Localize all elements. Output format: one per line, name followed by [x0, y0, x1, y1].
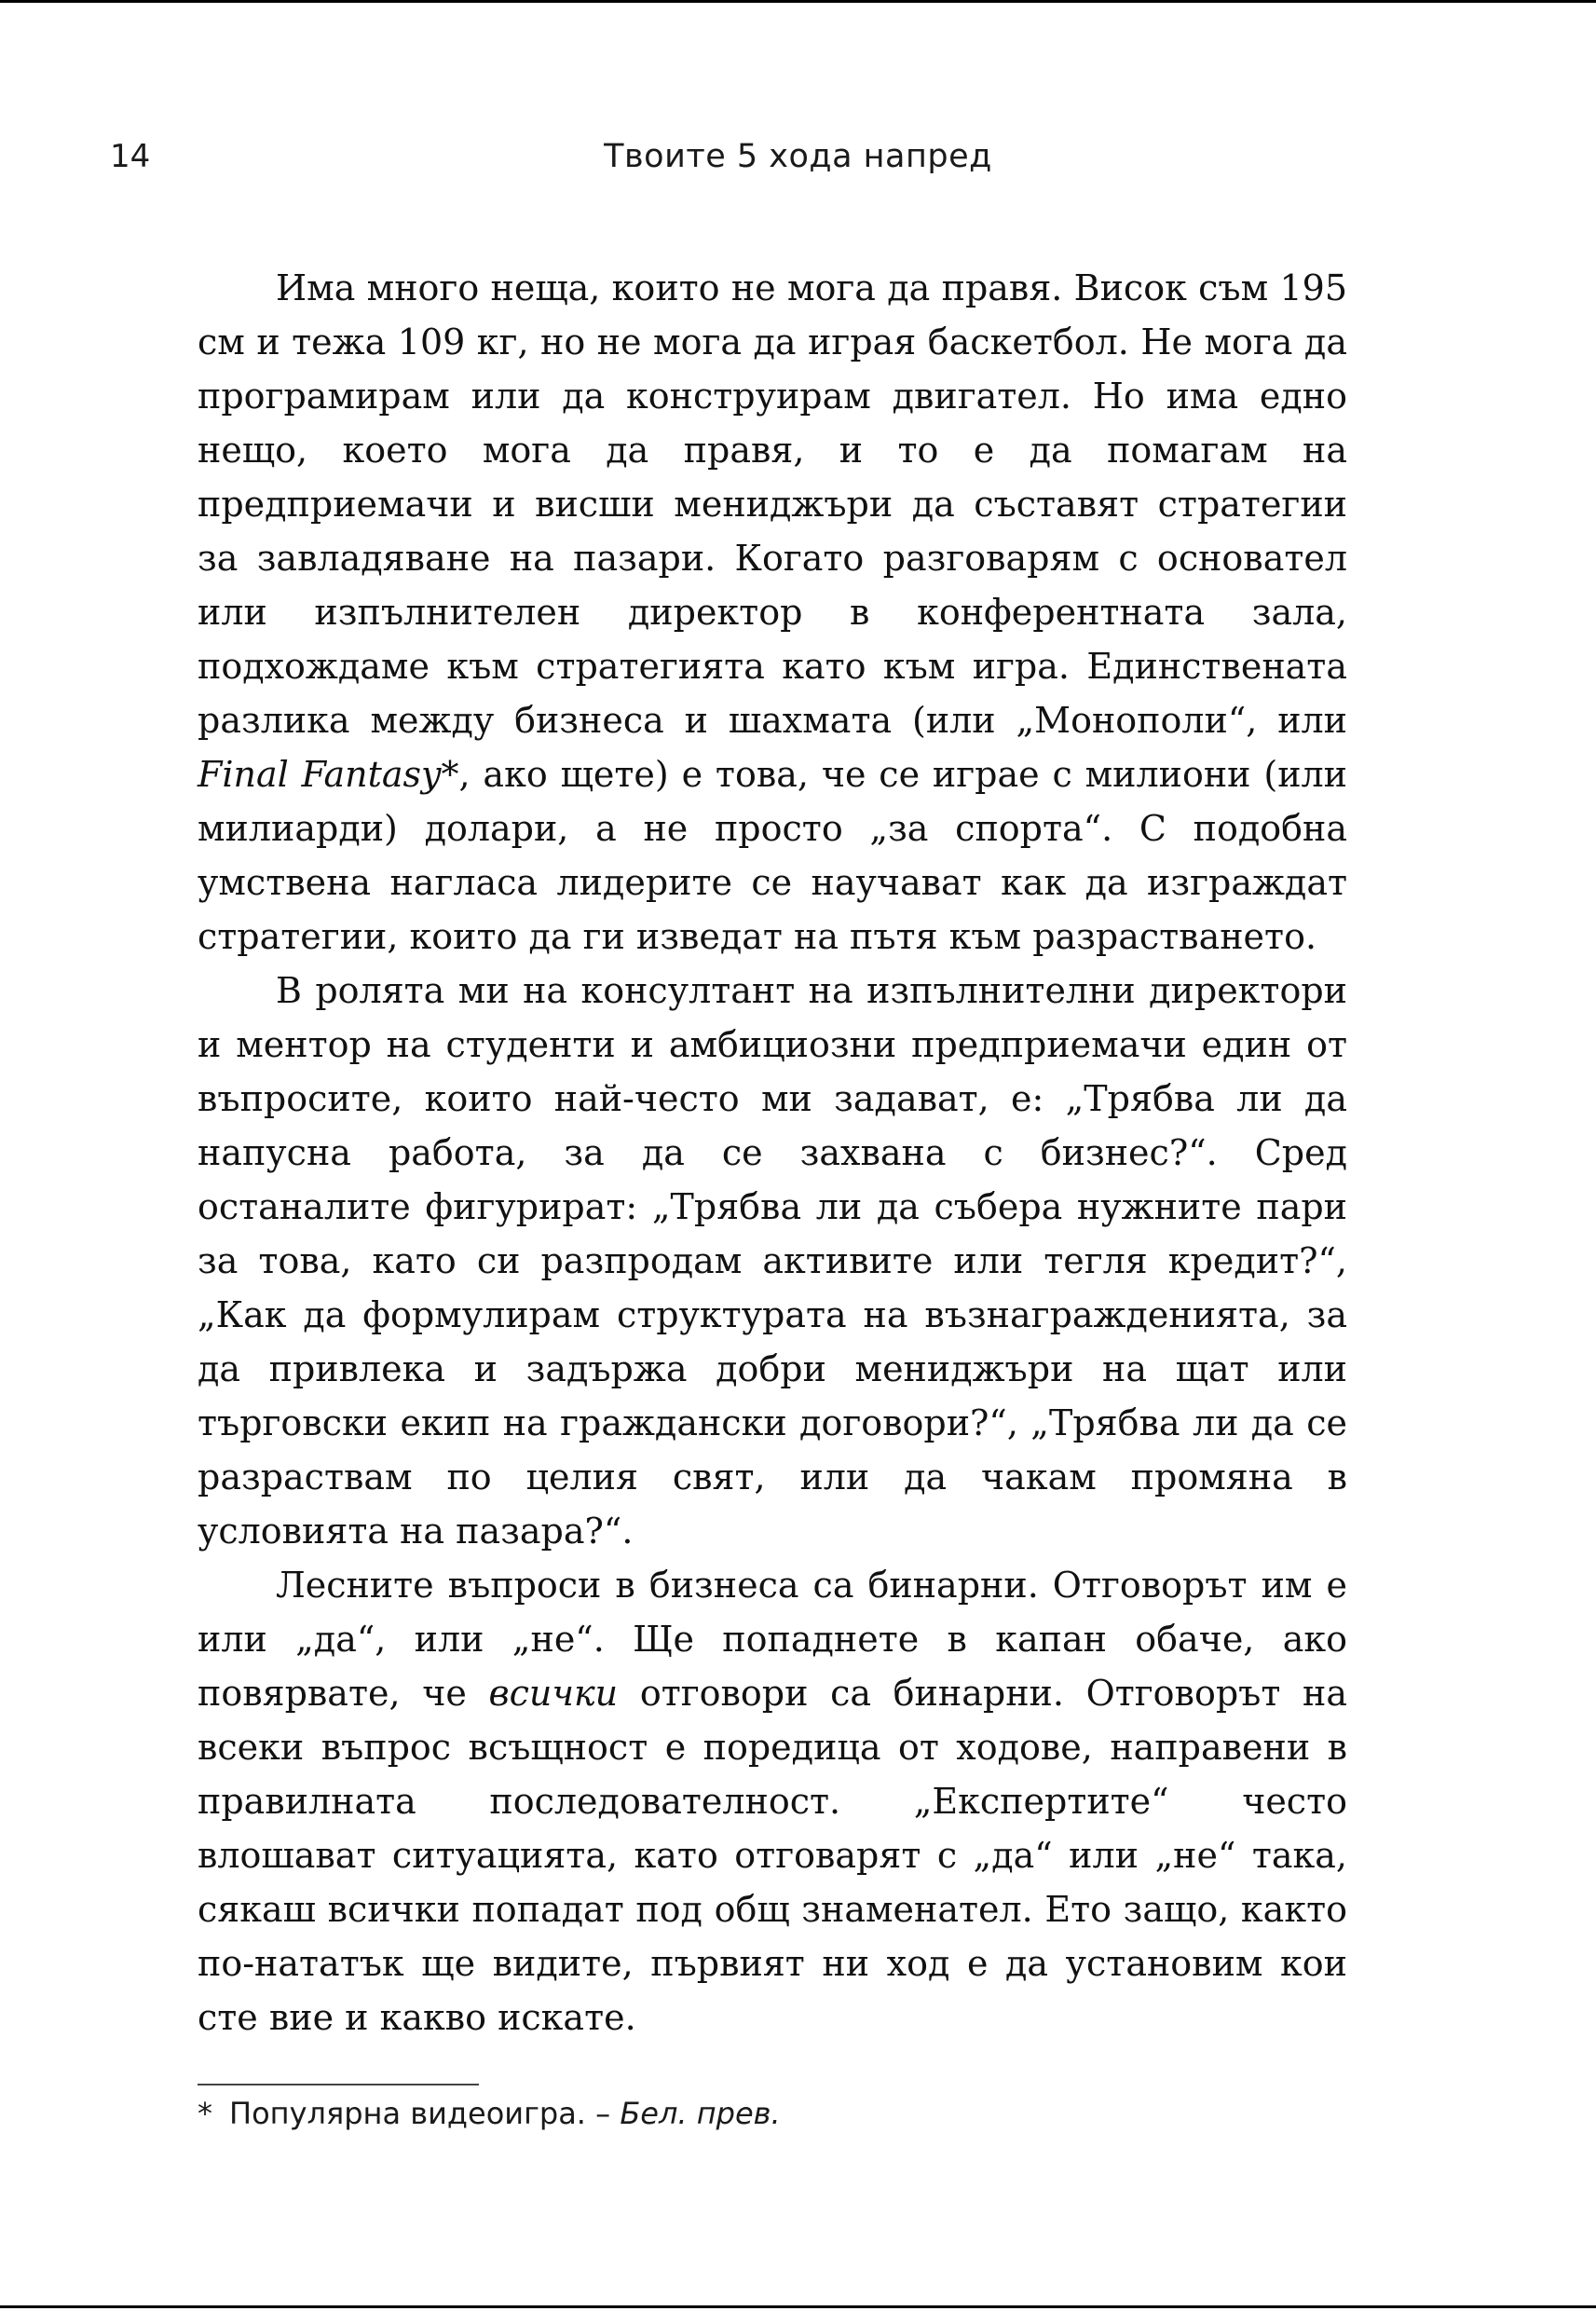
paragraph-1-text-end: *, ако щете) е това, че се играе с милиони (или милиарди) долари, а не просто „за спорта“. С подобна умствена нагласа лидерите се научават как да изграждат стратегии, които да ги изведат на пътя към разрастването. [198, 754, 1347, 957]
top-border-line [0, 0, 1596, 3]
paragraph-2 [198, 964, 1347, 1558]
footnote-text: Популярна видеоигра. – [229, 2096, 621, 2131]
paragraph-1-italic-title: Final Fantasy [198, 754, 442, 795]
page-number: 14 [110, 138, 151, 175]
running-header-title: Твоите 5 хода напред [604, 138, 992, 175]
paragraph-2-text: В ролята ми на консултант на изпълнителни директори и ментор на студенти и амбициозни предприемачи един от въпросите, които най-често ми задават, е: „Трябва ли да напусна работа, за да се захвана с бизнес?“. Сред останалите фигурират: „Трябва ли да събера нужните пари за това, като си разпродам активите или тегля кредит?“, „Как да формулирам структурата на възнагражденията, за да привлека и задържа добри мениджъри на щат или търговски екип на граждански договори?“, „Трябва ли да се разраствам по целия свят, или да чакам промяна в условията на пазара?“. [198, 970, 1347, 1552]
footnote-marker: * [198, 2096, 212, 2131]
footnote [198, 2091, 1347, 2136]
paragraph-3-italic-word: всички [488, 1673, 619, 1714]
bottom-border-line [0, 2305, 1596, 2308]
paragraph-3-text: Лесните въпроси в бизнеса са бинарни. Отговорът им е или „да“, или „не“. Ще попаднете в капан обаче, ако повярвате, че [198, 1565, 1347, 1714]
footnote-attribution: Бел. прев. [620, 2096, 781, 2131]
paragraph-3 [198, 1558, 1347, 2044]
paragraph-1-text: Има много неща, които не мога да правя. Висок съм 195 см и тежа 109 кг, но не мога да играя баскетбол. Не мога да програмирам или да конструирам двигател. Но има едно нещо, което мога да правя, и то е да помагам на предприемачи и висши мениджъри да съставят стратегии за завладяване на пазари. Когато разговарям с основател или изпълнителен директор в конферентната зала, подхождаме към стратегията като към игра. Единствената разлика между бизнеса и шахмата (или „Монополи“, или [198, 267, 1347, 741]
paragraph-3-text-end: отговори са бинарни. Отговорът на всеки въпрос всъщност е поредица от ходове, направени в правилната последователност. „Експертите“ често влошават ситуацията, като отговарят с „да“ или „не“ така, сякаш всички попадат под общ знаменател. Ето защо, както по-нататък ще видите, първият ни ход е да установим кои сте вие и какво искате. [198, 1673, 1347, 2038]
paragraph-1 [198, 261, 1347, 964]
body-text [198, 261, 1347, 2044]
footnote-separator [198, 2084, 479, 2085]
